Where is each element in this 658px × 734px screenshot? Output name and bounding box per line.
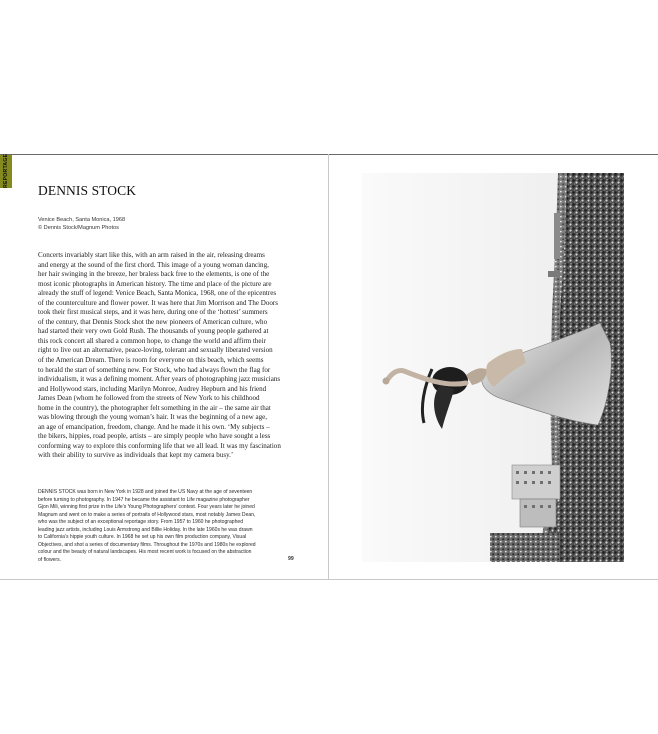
photographer-bio	[38, 489, 290, 564]
section-tab-label: REPORTAGE	[3, 153, 9, 188]
body-line: already the stuff of legend: Venice Beach, Santa Monica, 1968, one of the epicentres	[38, 289, 277, 298]
bio-line: colour and the beauty of natural landscapes. His most recent work is focused on the abstraction	[38, 549, 252, 556]
bio-line: leading jazz artists, including Louis Armstrong and Billie Holiday. In the late 1960s he was drawn	[38, 526, 253, 533]
body-line: of the counterculture and flower power. It was here that Jim Morrison and The Doors	[38, 298, 278, 307]
bio-line: of flowers.	[38, 556, 61, 563]
body-line: took their first musical steps, and it was here, during one of the ‘hottest’ summers	[38, 308, 268, 317]
article-body	[38, 251, 281, 461]
bio-line: to California’s hippie youth culture. In 1968 he set up his own film production company, Visual	[38, 534, 247, 541]
bio-line: who was the subject of an exceptional reportage story. From 1957 to 1960 he photographed	[38, 519, 243, 526]
photo-illustration	[362, 173, 624, 562]
body-line: most iconic photographs in American history. The time and place of the picture are	[38, 279, 272, 288]
bottom-rule	[0, 579, 658, 580]
body-line: the bikers, hippies, road people, artists – are simply people who have sought a less	[38, 432, 271, 441]
caption-credit: © Dennis Stock/Magnum Photos	[38, 225, 119, 231]
body-line: her hair swinging in the breeze, her braless back free to the elements, is one of the	[38, 270, 270, 279]
photo-caption	[38, 216, 125, 232]
body-line: Concerts invariably start like this, with an arm raised in the air, releasing dreams	[38, 251, 265, 259]
body-line: an age of emancipation, freedom, change. And he made it his own. ‘My subjects –	[38, 422, 270, 431]
body-line: this rock concert all shared a common hope, to change the world and affirm their	[38, 336, 266, 345]
gutter-line	[328, 154, 329, 580]
body-line: with their ability to survive as individuals that kept my camera busy.’	[38, 451, 234, 460]
bio-line: DENNIS STOCK was born in New York in 1928 and joined the US Navy at the age of seventeen	[38, 489, 253, 495]
bio-line: before turning to photography. In 1947 he became the assistant to Life magazine photographer	[38, 496, 250, 503]
caption-line: Venice Beach, Santa Monica, 1968	[38, 217, 126, 223]
body-line: and energy at the sound of the first chord. This image of a young woman dancing,	[38, 260, 269, 269]
bio-line: Objectives, and shot a series of documentary films. Throughout the 1970s and 1980s he explored	[38, 541, 256, 548]
body-line: was blowing through the young woman’s hair. It was the beginning of a new age,	[38, 413, 267, 422]
bio-line: Gjon Mili, winning first prize in the Life’s Young Photographers’ contest. Four years later he joined	[38, 504, 255, 511]
body-line: conforming way to explore this conforming life that we all lead. It was my fascination	[38, 441, 281, 450]
body-line: of the American Dream. There is room for everyone on this beach, which seems	[38, 356, 264, 365]
body-line: and Hollywood stars, including Marilyn Monroe, Audrey Hepburn and his friend	[38, 384, 267, 393]
book-spread	[0, 154, 658, 580]
body-line: right to live out an alternative, peace-loving, tolerant and sexually liberated version	[38, 346, 273, 355]
beach-concert-photo	[362, 173, 624, 562]
body-line: James Dean (whom he followed from the streets of New York to his childhood	[38, 394, 260, 403]
bio-line: Magnum and went on to make a series of portraits of Hollywood stars, most notably James Dean,	[38, 511, 256, 518]
body-line: home in the country), the photographer felt something in the air – the same air that	[38, 403, 271, 412]
section-tab	[0, 155, 12, 188]
top-rule	[0, 154, 658, 155]
article-title: DENNIS STOCK	[38, 183, 137, 198]
page-number: 99	[288, 556, 294, 562]
body-line: had started their very own Gold Rush. The thousands of young people gathered at	[38, 327, 269, 336]
body-line: individualism, it was a defining moment. After years of photographing jazz musicians	[38, 375, 281, 384]
body-line: of the century, that Dennis Stock shot the new pioneers of American culture, who	[38, 317, 268, 326]
building	[512, 465, 560, 499]
body-line: to herald the start of something new. For Stock, who had always flown the flag for	[38, 365, 271, 374]
